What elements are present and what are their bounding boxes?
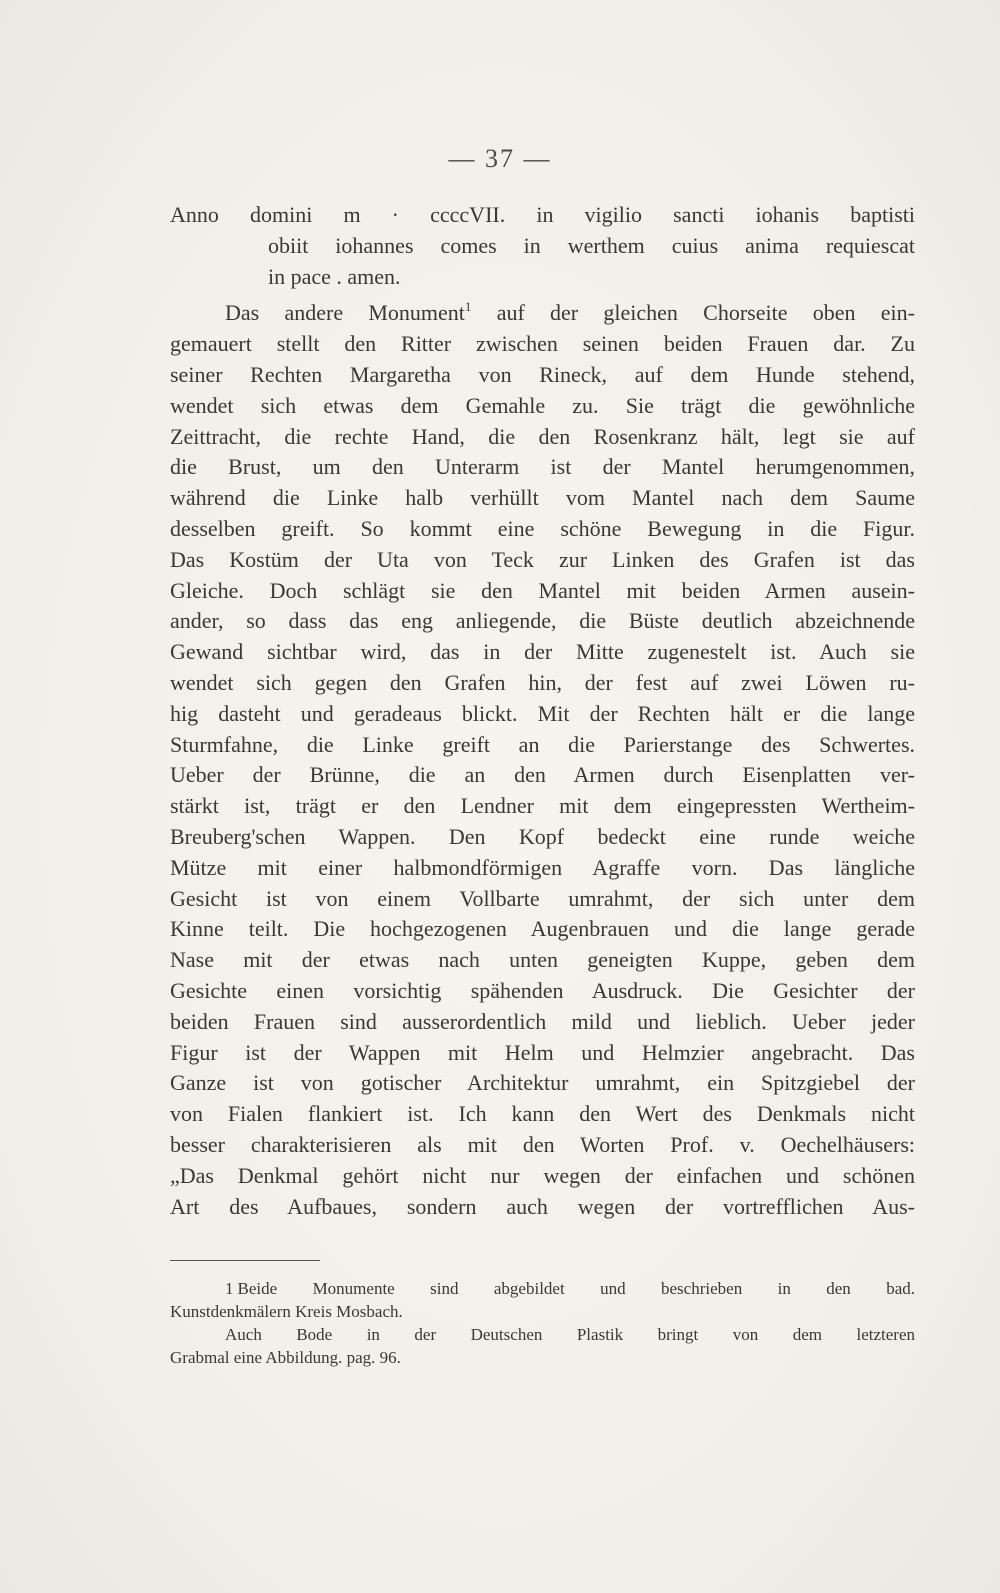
- paragraph-line: Art des Aufbaues, sondern auch wegen der vortrefflichen Aus-: [170, 1193, 915, 1219]
- paragraph-line: seiner Rechten Margaretha von Rineck, auf dem Hunde stehend,: [170, 361, 915, 387]
- paragraph-line: desselben greift. So kommt eine schöne Bewegung in die Figur.: [170, 515, 915, 541]
- paragraph-line: hig dasteht und geradeaus blickt. Mit der Rechten hält er die lange: [170, 700, 915, 726]
- paragraph-line: Figur ist der Wappen mit Helm und Helmzier angebracht. Das: [170, 1039, 915, 1065]
- paragraph-line: Breuberg'schen Wappen. Den Kopf bedeckt eine runde weiche: [170, 823, 915, 849]
- paragraph-line: Gewand sichtbar wird, das in der Mitte zugenestelt ist. Auch sie: [170, 639, 915, 665]
- inscription-line: obiit iohannes comes in werthem cuius anima requiescat: [268, 232, 915, 258]
- paragraph-line: Gesichte einen vorsichtig spähenden Ausdruck. Die Gesichter der: [170, 977, 915, 1003]
- footnote-line: Grabmal eine Abbildung. pag. 96.: [170, 1348, 401, 1367]
- footnotes: [170, 1277, 915, 1369]
- footnote-divider: [170, 1260, 320, 1261]
- paragraph-line: gemauert stellt den Ritter zwischen seinen beiden Frauen dar. Zu: [170, 331, 915, 357]
- footnote-line: Auch Bode in der Deutschen Plastik bringt von dem letzteren: [225, 1325, 915, 1344]
- paragraph-line: während die Linke halb verhüllt vom Mantel nach dem Saume: [170, 485, 915, 511]
- main-text: [170, 200, 915, 1222]
- paragraph-line: Das Kostüm der Uta von Teck zur Linken des Grafen ist das: [170, 546, 915, 572]
- paragraph-line: Nase mit der etwas nach unten geneigten Kuppe, geben dem: [170, 947, 915, 973]
- page-number: — 37 —: [448, 144, 552, 173]
- footnote-line: [170, 1277, 915, 1300]
- paragraph-line: besser charakterisieren als mit den Worten Prof. v. Oechelhäusers:: [170, 1131, 915, 1157]
- footnote-mark: 1: [225, 1279, 234, 1298]
- paragraph-first-line-start: Das andere Monument: [225, 300, 465, 326]
- paragraph-line: beiden Frauen sind ausserordentlich mild und lieblich. Ueber jeder: [170, 1008, 915, 1034]
- paragraph-line: ander, so dass das eng anliegende, die Büste deutlich abzeichnende: [170, 608, 915, 634]
- paragraph-line: Gleiche. Doch schlägt sie den Mantel mit beiden Armen ausein-: [170, 577, 915, 603]
- paragraph-line: Ueber der Brünne, die an den Armen durch Eisenplatten ver-: [170, 762, 915, 788]
- paragraph-line: Kinne teilt. Die hochgezogenen Augenbrauen und die lange gerade: [170, 916, 915, 942]
- paragraph-line: die Brust, um den Unterarm ist der Mantel herumgenommen,: [170, 454, 915, 480]
- inscription-line: Anno domini m · ccccVII. in vigilio sancti iohanis baptisti: [170, 202, 915, 227]
- paragraph-first-line-end: auf der gleichen Chorseite oben ein-: [471, 300, 915, 326]
- paragraph-line: von Fialen flankiert ist. Ich kann den Wert des Denkmals nicht: [170, 1101, 915, 1127]
- paragraph-line: Sturmfahne, die Linke greift an die Parierstange des Schwertes.: [170, 731, 915, 757]
- footnote-text: Beide Monumente sind abgebildet und beschrieben in den bad.: [237, 1279, 915, 1298]
- inscription-line: in pace . amen.: [268, 263, 401, 289]
- paragraph-line: Gesicht ist von einem Vollbarte umrahmt, der sich unter dem: [170, 885, 915, 911]
- paragraph-line: stärkt ist, trägt er den Lendner mit dem eingepressten Wertheim-: [170, 793, 915, 819]
- paragraph-line: Ganze ist von gotischer Architektur umrahmt, ein Spitzgiebel der: [170, 1070, 915, 1096]
- paragraph-line: „Das Denkmal gehört nicht nur wegen der einfachen und schönen: [170, 1162, 915, 1188]
- paragraph-line: Mütze mit einer halbmondförmigen Agraffe vorn. Das längliche: [170, 854, 915, 880]
- footnote-reference[interactable]: 1: [464, 299, 472, 315]
- paragraph-line: Zeittracht, die rechte Hand, die den Rosenkranz hält, legt sie auf: [170, 423, 915, 449]
- paragraph-first-line: [170, 298, 915, 329]
- paragraph-line: wendet sich etwas dem Gemahle zu. Sie trägt die gewöhnliche: [170, 392, 915, 418]
- footnote-line: Kunstdenkmälern Kreis Mosbach.: [170, 1302, 403, 1321]
- paragraph-line: wendet sich gegen den Grafen hin, der fest auf zwei Löwen ru-: [170, 669, 915, 695]
